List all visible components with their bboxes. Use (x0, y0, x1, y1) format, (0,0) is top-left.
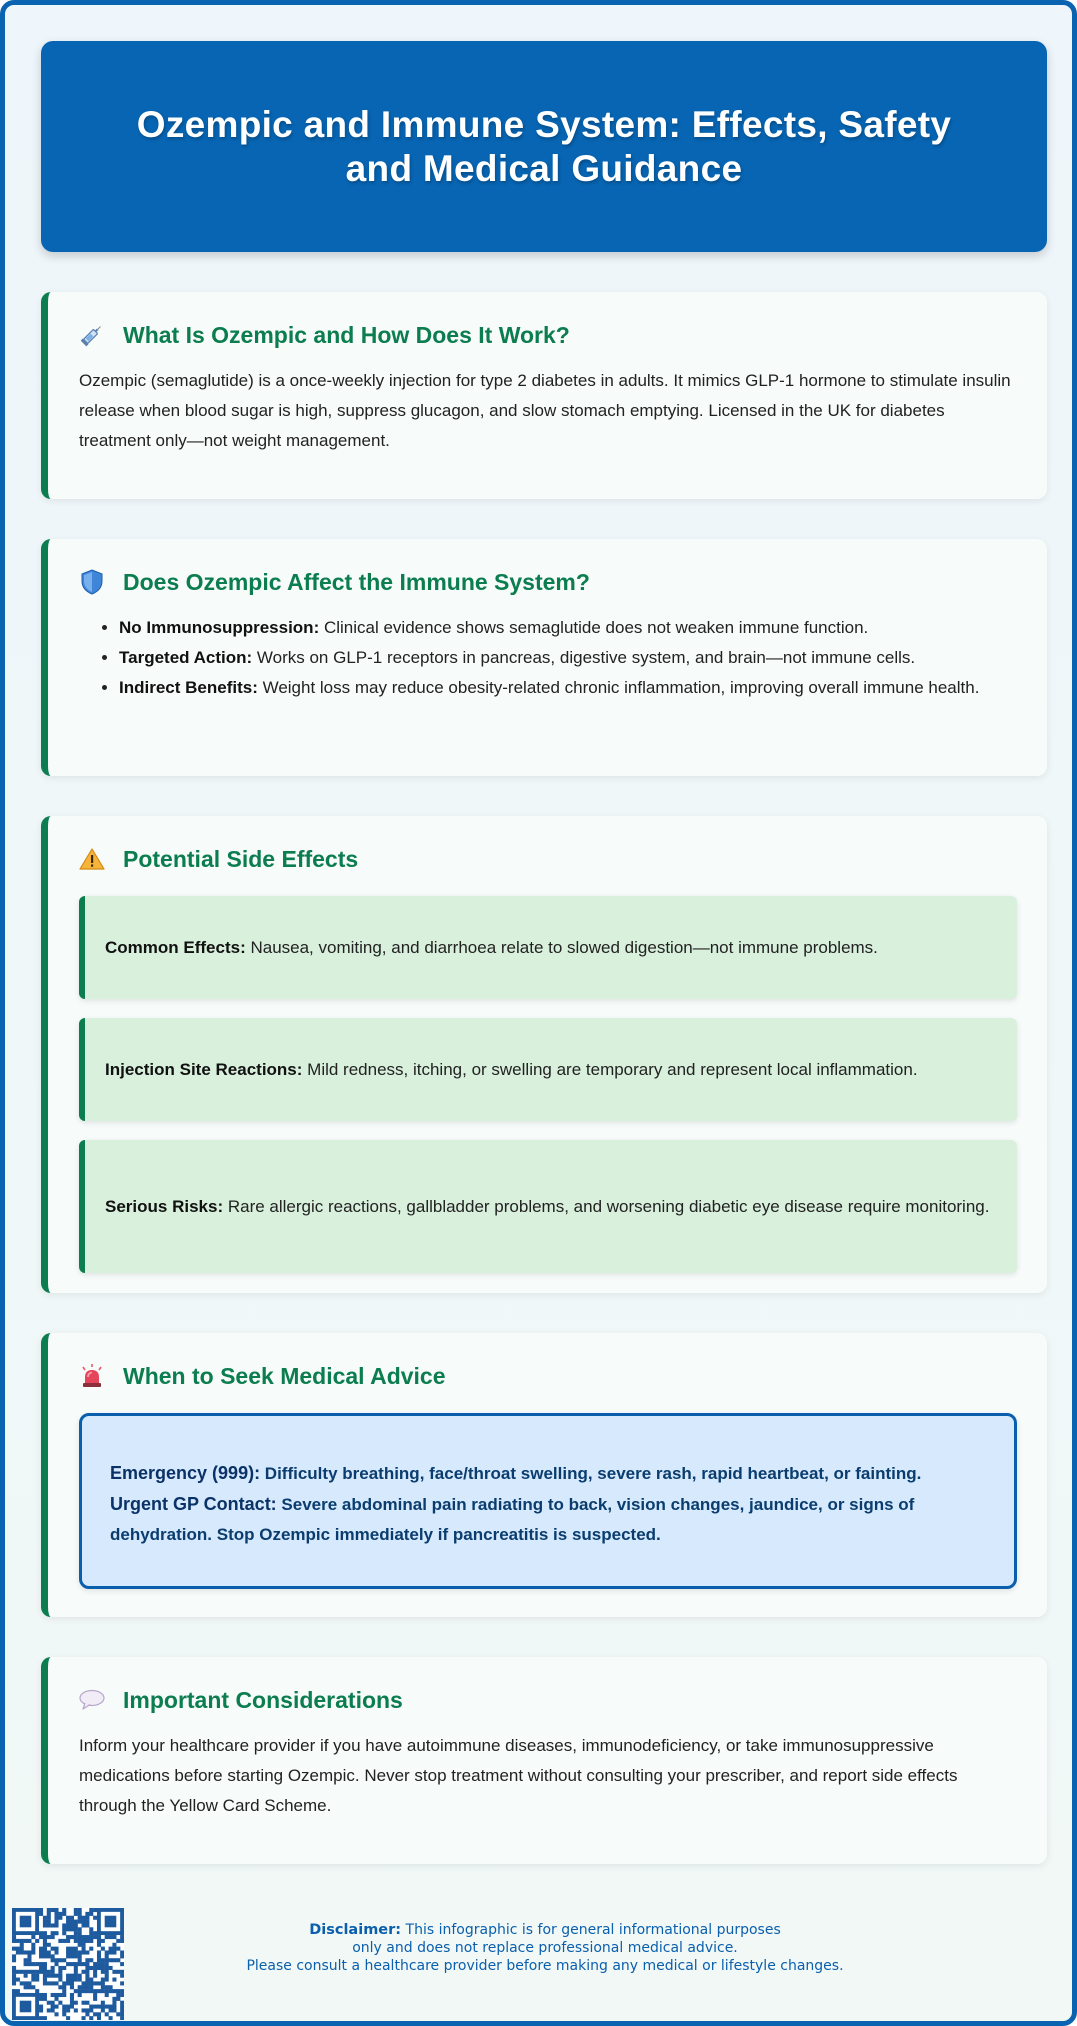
list-item (119, 613, 1017, 642)
urgent-text: Severe abdominal pain radiating to back, vision changes, jaundice, or signs of dehydration. Stop Ozempic immediately if pancreatitis is suspected. (110, 1495, 915, 1544)
item-text: Clinical evidence shows semaglutide does not weaken immune function. (319, 618, 869, 637)
disclaimer-text: This infographic is for general informational purposes (401, 1922, 781, 1938)
immune-list (79, 613, 1017, 702)
emergency-line (110, 1458, 986, 1489)
emergency-label: Emergency (999): (110, 1463, 261, 1483)
effect-box-injection-site (79, 1018, 1017, 1121)
effect-label: Serious Risks: (105, 1196, 224, 1216)
effect-description: Rare allergic reactions, gallbladder problems, and worsening diabetic eye disease require monitoring. (223, 1196, 990, 1216)
section-side-effects (41, 816, 1047, 1293)
item-text: Weight loss may reduce obesity-related chronic inflammation, improving overall immune health. (257, 678, 980, 697)
effect-text (105, 1055, 918, 1085)
section-seek-advice (41, 1333, 1047, 1617)
section-body: Ozempic (semaglutide) is a once-weekly injection for type 2 diabetes in adults. It mimics GLP-1 hormone to stimulate insulin release when blood sugar is high, suppress glucagon, and slow stomach emptying. Licensed in the UK for diabetes treatment only—not weight management. (79, 371, 1011, 450)
section-title: When to Seek Medical Advice (123, 1362, 446, 1389)
shield-icon (79, 569, 105, 595)
section-header (79, 565, 1017, 599)
section-title: Potential Side Effects (123, 845, 359, 872)
section-header (79, 1359, 1017, 1393)
qr-code-icon (12, 1908, 124, 2020)
disclaimer-line: only and does not replace professional medical advice. (352, 1940, 738, 1956)
disclaimer-line (185, 1921, 905, 1939)
page-title: Ozempic and Immune System: Effects, Safety and Medical Guidance (136, 103, 952, 189)
section-title: What Is Ozempic and How Does It Work? (123, 321, 570, 348)
disclaimer-label: Disclaimer: (309, 1922, 402, 1938)
effect-text (105, 1192, 989, 1222)
warning-icon (79, 846, 105, 872)
disclaimer-line: Please consult a healthcare provider before making any medical or lifestyle changes. (246, 1958, 844, 1974)
list-item (119, 643, 1017, 672)
section-header (79, 318, 1017, 352)
effects-list (79, 890, 1017, 1273)
effect-label: Injection Site Reactions: (105, 1059, 303, 1079)
speech-bubble-icon (79, 1687, 105, 1713)
item-label: Targeted Action: (119, 648, 253, 667)
section-immune (41, 539, 1047, 776)
siren-icon (79, 1363, 105, 1389)
effect-description: Nausea, vomiting, and diarrhoea relate to slowed digestion—not immune problems. (245, 937, 878, 957)
syringe-icon (79, 322, 105, 348)
disclaimer (185, 1921, 905, 1975)
item-text: Works on GLP-1 receptors in pancreas, digestive system, and brain—not immune cells. (252, 648, 916, 667)
effect-box-serious (79, 1140, 1017, 1273)
section-title: Important Considerations (123, 1686, 403, 1713)
item-label: No Immunosuppression: (119, 618, 320, 637)
effect-text (105, 933, 878, 963)
section-header (79, 1683, 1017, 1717)
medical-alert-box (79, 1413, 1017, 1589)
section-considerations (41, 1657, 1047, 1864)
section-header (79, 842, 1017, 876)
list-item (119, 673, 1017, 702)
effect-box-common (79, 896, 1017, 999)
emergency-text: Difficulty breathing, face/throat swelling, severe rash, rapid heartbeat, or fainting. (260, 1464, 922, 1483)
effect-description: Mild redness, itching, or swelling are temporary and represent local inflammation. (302, 1059, 918, 1079)
item-label: Indirect Benefits: (119, 678, 258, 697)
section-body: Inform your healthcare provider if you have autoimmune diseases, immunodeficiency, or take immunosuppressive medications before starting Ozempic. Never stop treatment without consulting your prescriber, and report side effects through the Yellow Card Scheme. (79, 1736, 958, 1815)
urgent-line (110, 1489, 986, 1550)
section-what-is (41, 292, 1047, 499)
page-header (41, 41, 1047, 252)
section-title: Does Ozempic Affect the Immune System? (123, 568, 590, 595)
urgent-label: Urgent GP Contact: (110, 1494, 277, 1514)
effect-label: Common Effects: (105, 937, 246, 957)
